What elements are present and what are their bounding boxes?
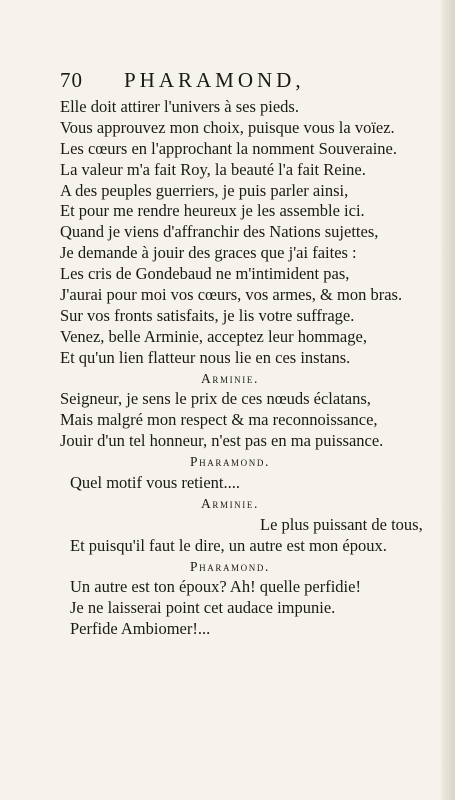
verse-line: Et pour me rendre heureux je les assemble ici. xyxy=(60,201,365,221)
verse-line: Perfide Ambiomer!... xyxy=(70,619,211,639)
verse-line: Quel motif vous retient.... xyxy=(70,473,241,493)
verse-line: Seigneur, je sens le prix de ces nœuds éclatans, xyxy=(60,389,371,409)
verse-line: Mais malgré mon respect & ma reconnoissance, xyxy=(60,410,378,430)
verse-line: Elle doit attirer l'univers à ses pieds. xyxy=(60,97,299,116)
speaker-name: Pharamond. xyxy=(190,454,270,470)
page-header xyxy=(60,68,400,94)
verse-line: Jouir d'un tel honneur, n'est pas en ma puissance. xyxy=(60,431,384,451)
verse-line: A des peuples guerriers, je puis parler ainsi, xyxy=(60,180,349,200)
verse-line: Et qu'un lien flatteur nous lie en ces instans. xyxy=(60,347,351,367)
verse-line: J'aurai pour moi vos cœurs, vos armes, & mon bras. xyxy=(60,285,403,305)
speaker-name: Arminie. xyxy=(201,370,259,386)
verse-line: Venez, belle Arminie, acceptez leur hommage, xyxy=(60,326,367,346)
verse-line: Sur vos fronts satisfaits, je lis votre suffrage. xyxy=(60,305,355,325)
speaker-name: Arminie. xyxy=(201,495,259,511)
verse-text-block xyxy=(60,97,440,640)
speaker-name: Pharamond. xyxy=(190,558,270,574)
page-number: 70 xyxy=(60,68,83,92)
verse-line: Et puisqu'il faut le dire, un autre est mon époux. xyxy=(70,535,387,555)
verse-line: Je ne laisserai point cet audace impunie. xyxy=(70,598,336,618)
verse-line: Quand je viens d'affranchir des Nations sujettes, xyxy=(60,222,379,242)
verse-line: Les cris de Gondebaud ne m'intimident pas, xyxy=(60,264,350,284)
verse-line: Les cœurs en l'approchant la nomment Souveraine. xyxy=(60,138,397,158)
running-title: PHARAMOND, xyxy=(124,68,305,92)
verse-line: La valeur m'a fait Roy, la beauté l'a fait Reine. xyxy=(60,159,366,179)
verse-line: Le plus puissant de tous, xyxy=(260,514,423,534)
verse-line: Je demande à jouir des graces que j'ai faites : xyxy=(60,243,357,263)
verse-line: Un autre est ton époux? Ah! quelle perfidie! xyxy=(70,577,361,597)
verse-line: Vous approuvez mon choix, puisque vous la voïez. xyxy=(60,117,395,137)
page-gutter-edge xyxy=(441,0,455,800)
